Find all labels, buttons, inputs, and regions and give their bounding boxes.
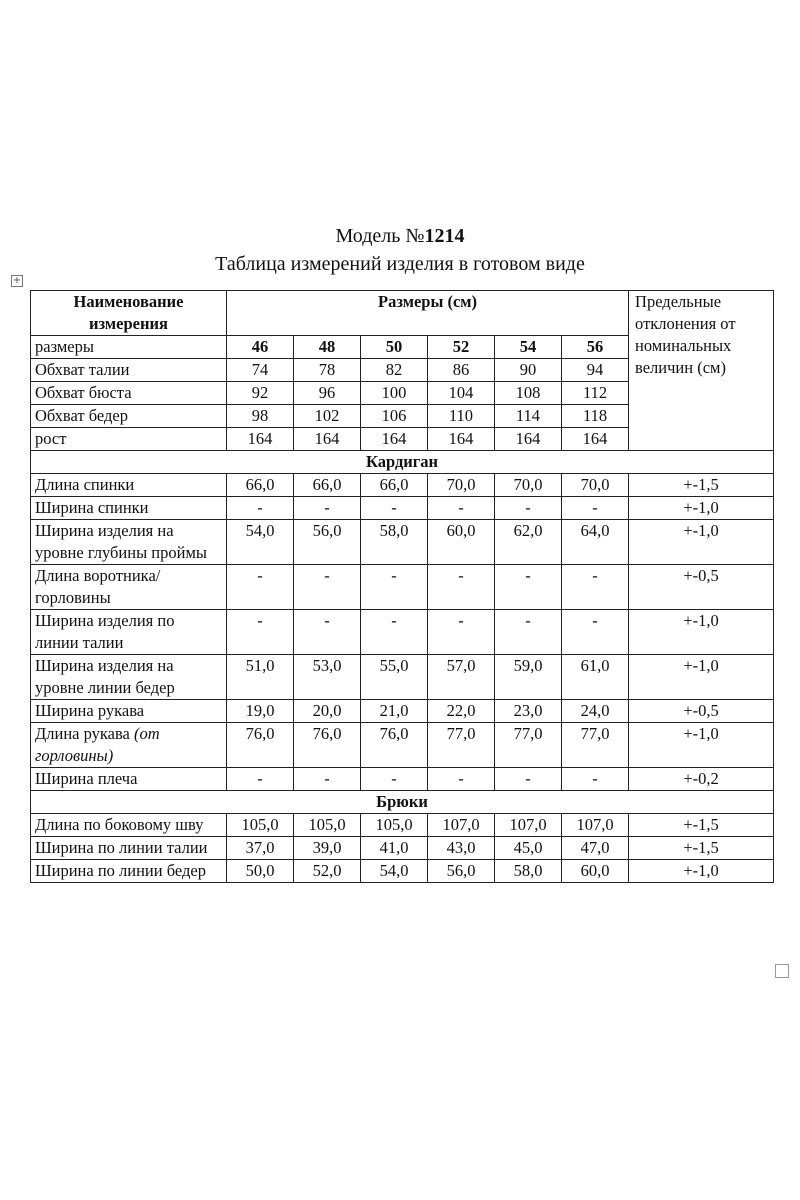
row-label: Обхват бюста bbox=[31, 382, 227, 405]
value-cell: 20,0 bbox=[294, 700, 361, 723]
product-measure-row bbox=[31, 474, 774, 497]
value-cell: - bbox=[562, 768, 629, 791]
deviation-cell: +-1,0 bbox=[629, 723, 774, 768]
value-cell: 62,0 bbox=[495, 520, 562, 565]
deviation-cell: +-1,0 bbox=[629, 520, 774, 565]
value-cell: 56,0 bbox=[294, 520, 361, 565]
row-label-text: Ширина по линии бедер bbox=[35, 861, 206, 880]
row-label-text: Ширина рукава bbox=[35, 701, 145, 720]
value-cell: 70,0 bbox=[428, 474, 495, 497]
value-cell: - bbox=[495, 768, 562, 791]
table-subtitle: Таблица измерений изделия в готовом виде bbox=[215, 253, 585, 275]
deviation-cell: +-1,0 bbox=[629, 860, 774, 883]
value-cell: - bbox=[294, 768, 361, 791]
value-cell: - bbox=[495, 497, 562, 520]
model-prefix: Модель № bbox=[335, 225, 425, 247]
value-cell: 41,0 bbox=[361, 837, 428, 860]
size-cell: 48 bbox=[294, 336, 361, 359]
value-cell: 70,0 bbox=[562, 474, 629, 497]
value-cell: 92 bbox=[227, 382, 294, 405]
row-label: рост bbox=[31, 428, 227, 451]
value-cell: 118 bbox=[562, 405, 629, 428]
product-measure-row bbox=[31, 565, 774, 610]
product-measure-row bbox=[31, 655, 774, 700]
value-cell: - bbox=[227, 565, 294, 610]
row-label-text: Ширина изделия на уровне глубины проймы bbox=[35, 521, 207, 562]
row-label bbox=[31, 860, 227, 883]
product-measure-row bbox=[31, 814, 774, 837]
value-cell: 107,0 bbox=[495, 814, 562, 837]
value-cell: 66,0 bbox=[361, 474, 428, 497]
section-pants-label: Брюки bbox=[31, 791, 774, 814]
value-cell: 77,0 bbox=[562, 723, 629, 768]
row-label: Обхват бедер bbox=[31, 405, 227, 428]
value-cell: - bbox=[428, 497, 495, 520]
row-label bbox=[31, 768, 227, 791]
product-measure-row bbox=[31, 860, 774, 883]
table-move-icon[interactable]: + bbox=[12, 275, 22, 286]
deviation-cell: +-1,0 bbox=[629, 497, 774, 520]
size-cell: 50 bbox=[361, 336, 428, 359]
value-cell: 64,0 bbox=[562, 520, 629, 565]
header-sizes-cell: Размеры (см) bbox=[227, 291, 629, 336]
value-cell: 110 bbox=[428, 405, 495, 428]
value-cell: 52,0 bbox=[294, 860, 361, 883]
value-cell: 164 bbox=[294, 428, 361, 451]
value-cell: 74 bbox=[227, 359, 294, 382]
value-cell: 53,0 bbox=[294, 655, 361, 700]
value-cell: 23,0 bbox=[495, 700, 562, 723]
value-cell: 164 bbox=[428, 428, 495, 451]
value-cell: - bbox=[495, 610, 562, 655]
value-cell: 61,0 bbox=[562, 655, 629, 700]
row-label bbox=[31, 497, 227, 520]
row-label bbox=[31, 814, 227, 837]
row-label-text: Длина спинки bbox=[35, 475, 135, 494]
value-cell: 94 bbox=[562, 359, 629, 382]
row-label-text: Ширина по линии талии bbox=[35, 838, 208, 857]
value-cell: - bbox=[562, 497, 629, 520]
row-label-text: Ширина изделия на уровне линии бедер bbox=[35, 656, 175, 697]
value-cell: - bbox=[562, 565, 629, 610]
size-cell: 54 bbox=[495, 336, 562, 359]
row-label bbox=[31, 837, 227, 860]
value-cell: 76,0 bbox=[361, 723, 428, 768]
product-measure-row bbox=[31, 837, 774, 860]
value-cell: - bbox=[361, 497, 428, 520]
value-cell: 90 bbox=[495, 359, 562, 382]
value-cell: 55,0 bbox=[361, 655, 428, 700]
value-cell: 98 bbox=[227, 405, 294, 428]
row-label bbox=[31, 520, 227, 565]
section-cardigan-label: Кардиган bbox=[31, 451, 774, 474]
product-measure-row bbox=[31, 610, 774, 655]
value-cell: 104 bbox=[428, 382, 495, 405]
deviation-cell: +-1,0 bbox=[629, 655, 774, 700]
value-cell: 59,0 bbox=[495, 655, 562, 700]
value-cell: 24,0 bbox=[562, 700, 629, 723]
row-label-text: Длина по боковому шву bbox=[35, 815, 204, 834]
table-resize-handle[interactable] bbox=[775, 964, 789, 978]
value-cell: - bbox=[428, 768, 495, 791]
row-label bbox=[31, 610, 227, 655]
value-cell: 37,0 bbox=[227, 837, 294, 860]
value-cell: 60,0 bbox=[428, 520, 495, 565]
value-cell: - bbox=[428, 610, 495, 655]
section-pants bbox=[31, 791, 774, 814]
value-cell: 77,0 bbox=[428, 723, 495, 768]
product-measure-row bbox=[31, 700, 774, 723]
deviation-cell: +-0,5 bbox=[629, 565, 774, 610]
value-cell: - bbox=[227, 768, 294, 791]
value-cell: 77,0 bbox=[495, 723, 562, 768]
value-cell: - bbox=[361, 610, 428, 655]
value-cell: 58,0 bbox=[495, 860, 562, 883]
value-cell: 76,0 bbox=[227, 723, 294, 768]
row-label-text: Длина рукава bbox=[35, 724, 130, 743]
value-cell: 45,0 bbox=[495, 837, 562, 860]
section-cardigan bbox=[31, 451, 774, 474]
size-cell: 56 bbox=[562, 336, 629, 359]
value-cell: 39,0 bbox=[294, 837, 361, 860]
deviation-cell: +-1,5 bbox=[629, 474, 774, 497]
value-cell: 108 bbox=[495, 382, 562, 405]
value-cell: - bbox=[562, 610, 629, 655]
deviation-cell: +-1,5 bbox=[629, 814, 774, 837]
value-cell: 57,0 bbox=[428, 655, 495, 700]
value-cell: 54,0 bbox=[361, 860, 428, 883]
value-cell: 50,0 bbox=[227, 860, 294, 883]
row-label bbox=[31, 474, 227, 497]
value-cell: 96 bbox=[294, 382, 361, 405]
row-label bbox=[31, 723, 227, 768]
value-cell: 86 bbox=[428, 359, 495, 382]
value-cell: 164 bbox=[562, 428, 629, 451]
measurement-table bbox=[30, 290, 774, 883]
value-cell: 105,0 bbox=[361, 814, 428, 837]
product-measure-row bbox=[31, 520, 774, 565]
row-label bbox=[31, 655, 227, 700]
row-label-text: Ширина плеча bbox=[35, 769, 138, 788]
deviation-cell: +-1,5 bbox=[629, 837, 774, 860]
value-cell: 107,0 bbox=[428, 814, 495, 837]
value-cell: - bbox=[428, 565, 495, 610]
value-cell: 43,0 bbox=[428, 837, 495, 860]
value-cell: - bbox=[294, 497, 361, 520]
value-cell: 102 bbox=[294, 405, 361, 428]
value-cell: - bbox=[361, 565, 428, 610]
size-cell: 52 bbox=[428, 336, 495, 359]
value-cell: 66,0 bbox=[227, 474, 294, 497]
value-cell: 47,0 bbox=[562, 837, 629, 860]
product-measure-row bbox=[31, 723, 774, 768]
document-title bbox=[0, 222, 800, 278]
value-cell: 114 bbox=[495, 405, 562, 428]
product-measure-row bbox=[31, 497, 774, 520]
value-cell: 105,0 bbox=[227, 814, 294, 837]
value-cell: 105,0 bbox=[294, 814, 361, 837]
value-cell: - bbox=[294, 610, 361, 655]
model-number: 1214 bbox=[424, 225, 465, 247]
row-label bbox=[31, 700, 227, 723]
value-cell: 82 bbox=[361, 359, 428, 382]
value-cell: 164 bbox=[495, 428, 562, 451]
value-cell: 70,0 bbox=[495, 474, 562, 497]
value-cell: 106 bbox=[361, 405, 428, 428]
value-cell: - bbox=[227, 497, 294, 520]
value-cell: 19,0 bbox=[227, 700, 294, 723]
value-cell: 58,0 bbox=[361, 520, 428, 565]
table-header-row bbox=[31, 291, 774, 336]
row-label: Обхват талии bbox=[31, 359, 227, 382]
value-cell: - bbox=[227, 610, 294, 655]
deviation-cell: +-0,2 bbox=[629, 768, 774, 791]
value-cell: - bbox=[361, 768, 428, 791]
value-cell: 21,0 bbox=[361, 700, 428, 723]
value-cell: - bbox=[495, 565, 562, 610]
value-cell: 76,0 bbox=[294, 723, 361, 768]
value-cell: 51,0 bbox=[227, 655, 294, 700]
header-deviation-cell: Предельные отклонения от номинальных величин (см) bbox=[629, 291, 774, 451]
value-cell: 54,0 bbox=[227, 520, 294, 565]
value-cell: 78 bbox=[294, 359, 361, 382]
row-label-text: Ширина спинки bbox=[35, 498, 149, 517]
value-cell: 60,0 bbox=[562, 860, 629, 883]
row-label-note: (от горловины) bbox=[35, 724, 160, 765]
value-cell: 112 bbox=[562, 382, 629, 405]
value-cell: 164 bbox=[361, 428, 428, 451]
size-cell: 46 bbox=[227, 336, 294, 359]
value-cell: 107,0 bbox=[562, 814, 629, 837]
row-label-text: Длина воротника/горловины bbox=[35, 566, 161, 607]
row-label-text: Ширина изделия по линии талии bbox=[35, 611, 175, 652]
header-name-cell: Наименование измерения bbox=[31, 291, 227, 336]
value-cell: 100 bbox=[361, 382, 428, 405]
deviation-cell: +-0,5 bbox=[629, 700, 774, 723]
size-row-label: размеры bbox=[31, 336, 227, 359]
product-measure-row bbox=[31, 768, 774, 791]
value-cell: 66,0 bbox=[294, 474, 361, 497]
value-cell: - bbox=[294, 565, 361, 610]
row-label bbox=[31, 565, 227, 610]
value-cell: 56,0 bbox=[428, 860, 495, 883]
model-title bbox=[0, 222, 800, 250]
value-cell: 164 bbox=[227, 428, 294, 451]
deviation-cell: +-1,0 bbox=[629, 610, 774, 655]
value-cell: 22,0 bbox=[428, 700, 495, 723]
